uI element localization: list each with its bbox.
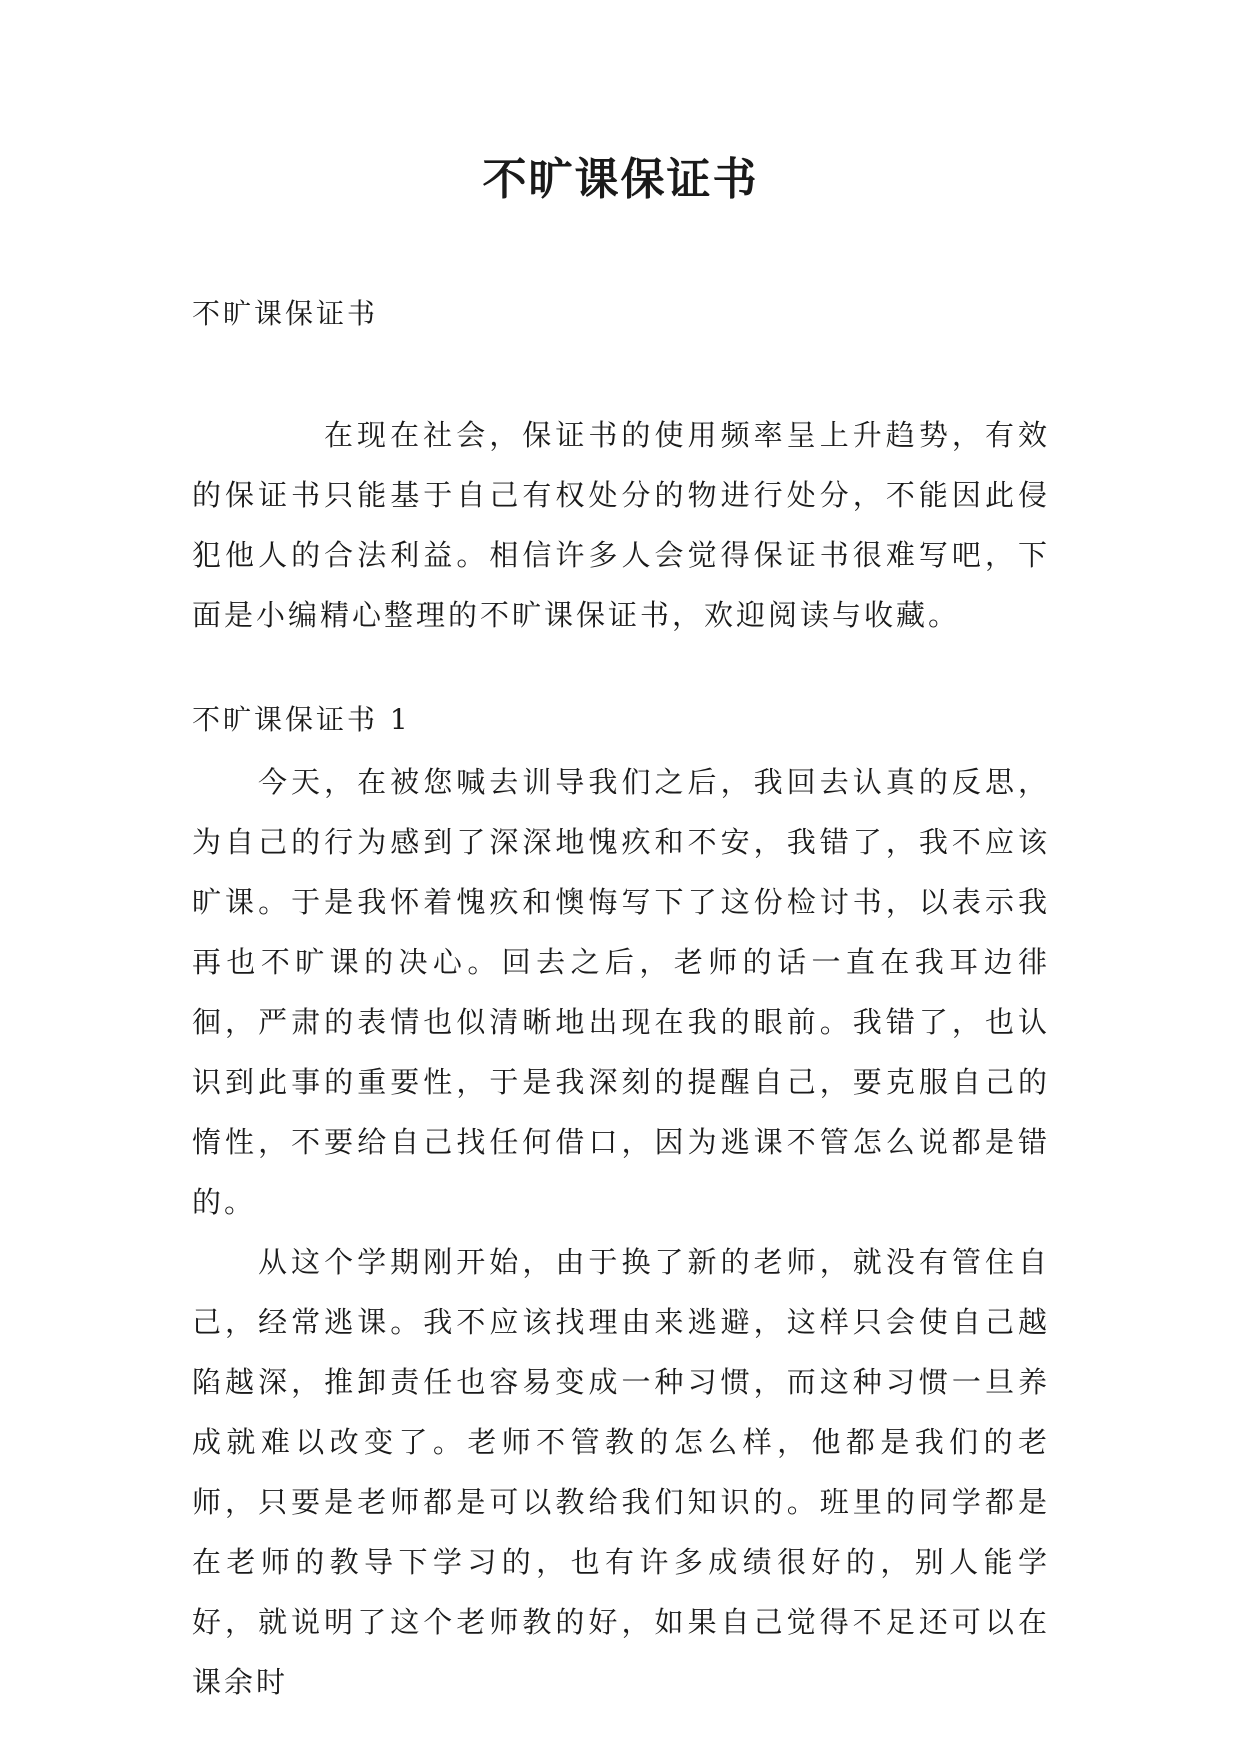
document-subtitle: 不旷课保证书 [192, 297, 379, 330]
intro-paragraph: 在现在社会，保证书的使用频率呈上升趋势，有效的保证书只能基于自己有权处分的物进行处分，不能因此侵犯他人的合法利益。相信许多人会觉得保证书很难写吧，下面是小编精心整理的不旷课保证书，欢迎阅读与收藏。 [192, 418, 1050, 632]
section-heading: 不旷课保证书 1 [192, 703, 411, 736]
document-title: 不旷课保证书 [482, 154, 759, 205]
body-paragraph-2: 从这个学期刚开始，由于换了新的老师，就没有管住自己，经常逃课。我不应该找理由来逃避，这样只会使自己越陷越深，推卸责任也容易变成一种习惯，而这种习惯一旦养成就难以改变了。老师不管教的怎么样，他都是我们的老师，只要是老师都是可以教给我们知识的。班里的同学都是在老师的教导下学习的，也有许多成绩很好的，别人能学好，就说明了这个老师教的好，如果自己觉得不足还可以在课余时 [192, 1245, 1050, 1699]
body-text [192, 752, 1050, 1712]
body-paragraph-1: 今天，在被您喊去训导我们之后，我回去认真的反思，为自己的行为感到了深深地愧疚和不安，我错了，我不应该旷课。于是我怀着愧疚和懊悔写下了这份检讨书，以表示我再也不旷课的决心。回去之后，老师的话一直在我耳边徘徊，严肃的表情也似清晰地出现在我的眼前。我错了，也认识到此事的重要性，于是我深刻的提醒自己，要克服自己的惰性，不要给自己找任何借口，因为逃课不管怎么说都是错的。 [192, 765, 1050, 1219]
